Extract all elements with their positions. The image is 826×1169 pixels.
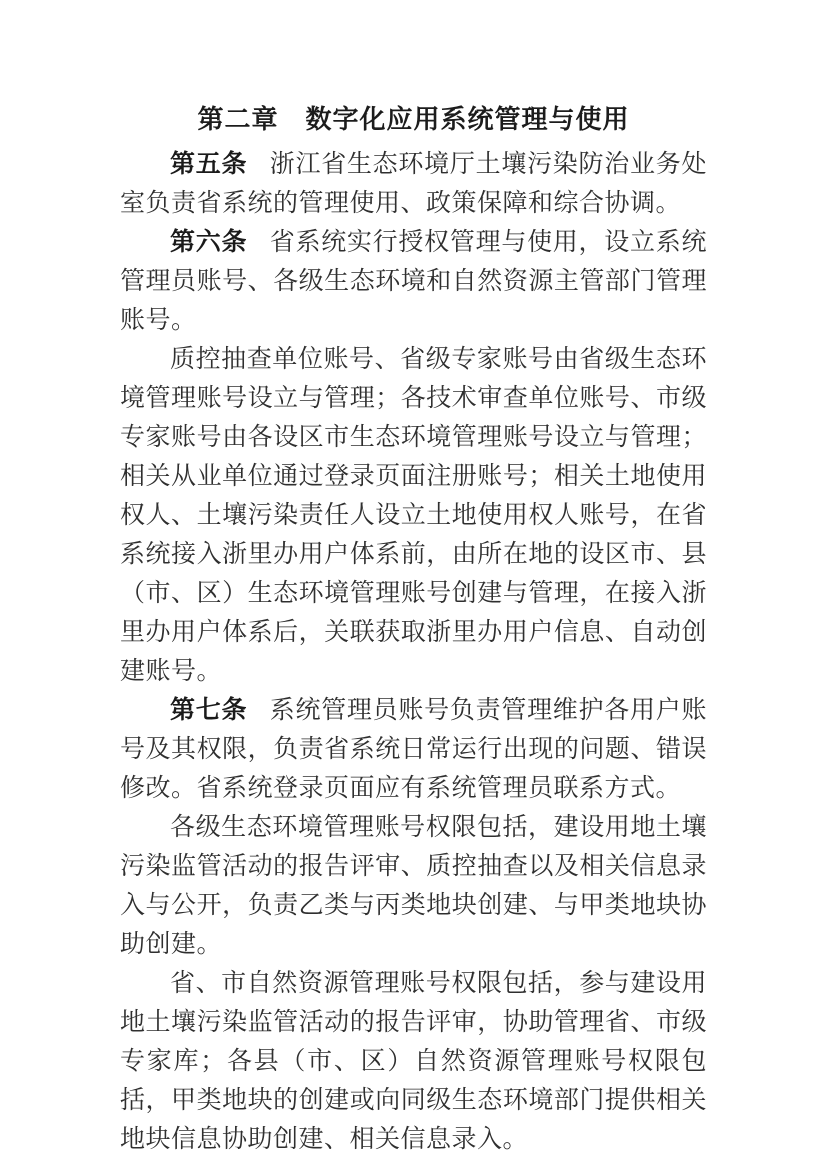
paragraph xyxy=(120,145,707,223)
article-number: 第七条 xyxy=(170,697,248,724)
paragraph xyxy=(120,691,707,808)
paragraph-text: 系统管理员账号负责管理维护各用户账号及其权限，负责省系统日常运行出现的问题、错误修改。省系统登录页面应有系统管理员联系方式。 xyxy=(120,697,707,802)
paragraph xyxy=(120,964,707,1159)
article-number: 第六条 xyxy=(170,229,248,256)
paragraph xyxy=(120,223,707,340)
document-content xyxy=(120,102,707,1159)
paragraph-text: 省、市自然资源管理账号权限包括，参与建设用地土壤污染监管活动的报告评审，协助管理省、市级专家库；各县（市、区）自然资源管理账号权限包括，甲类地块的创建或向同级生态环境部门提供相关地块信息协助创建、相关信息录入。 xyxy=(120,970,707,1153)
paragraph-text: 各级生态环境管理账号权限包括，建设用地土壤污染监管活动的报告评审、质控抽查以及相关信息录入与公开，负责乙类与丙类地块创建、与甲类地块协助创建。 xyxy=(120,814,707,958)
paragraph xyxy=(120,808,707,964)
document-body xyxy=(120,145,707,1159)
article-number: 第五条 xyxy=(170,151,248,178)
paragraph-text: 省系统实行授权管理与使用，设立系统管理员账号、各级生态环境和自然资源主管部门管理账号。 xyxy=(120,229,707,334)
paragraph xyxy=(120,340,707,691)
paragraph-text: 浙江省生态环境厅土壤污染防治业务处室负责省系统的管理使用、政策保障和综合协调。 xyxy=(120,151,707,217)
chapter-title: 第二章 数字化应用系统管理与使用 xyxy=(197,104,630,134)
paragraph-text: 质控抽查单位账号、省级专家账号由省级生态环境管理账号设立与管理；各技术审查单位账号、市级专家账号由各设区市生态环境管理账号设立与管理；相关从业单位通过登录页面注册账号；相关土地使用权人、土壤污染责任人设立土地使用权人账号，在省系统接入浙里办用户体系前，由所在地的设区市、县（市、区）生态环境管理账号创建与管理，在接入浙里办用户体系后，关联获取浙里办用户信息、自动创建账号。 xyxy=(120,346,707,685)
